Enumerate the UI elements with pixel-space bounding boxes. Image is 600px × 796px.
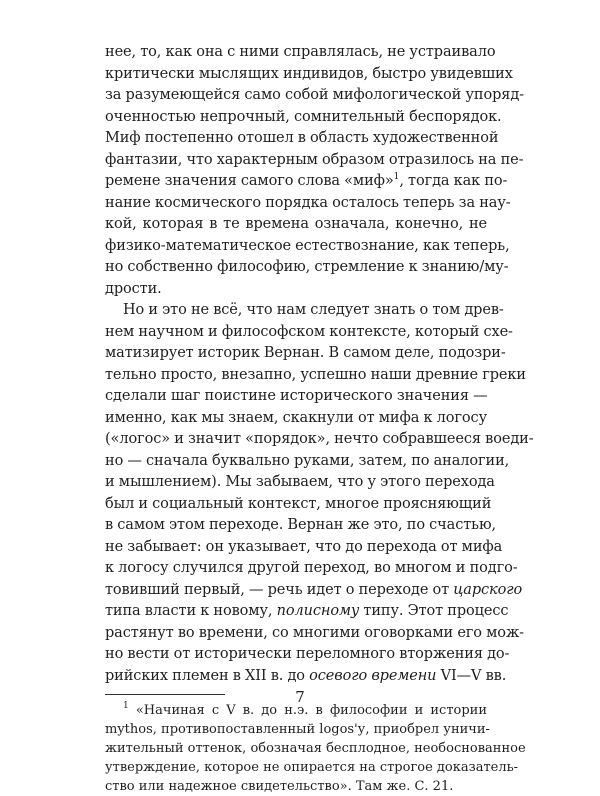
- text-line: и мышлением). Мы забываем, что у этого перехода: [105, 474, 495, 490]
- text-line: Миф постепенно отошел в область художественной: [105, 130, 499, 146]
- text-line: физико-математическое естествознание, как теперь,: [105, 237, 510, 254]
- text-line: утверждение, которое не опирается на строгое доказатель-: [105, 760, 519, 775]
- text-line: растянут во времени, со многими оговорками его мож-: [105, 624, 524, 641]
- text-line: был и социальный контекст, многое проясняющий: [105, 495, 492, 512]
- text-line: mythos, противопоставленный logos'у, приобрел уничи-: [105, 722, 490, 737]
- text-fragment: типу. Этот процесс: [359, 603, 509, 619]
- text-line: дрости.: [105, 280, 162, 297]
- text-fragment: рийских племен в XII в. до: [105, 667, 310, 684]
- text-line: Но и это не всё, что нам следует знать о том древ-: [123, 302, 504, 318]
- text-line: [105, 666, 507, 688]
- text-line: фантазии, что характерным образом отразилось на пе-: [105, 151, 524, 168]
- text-line: тельно просто, внезапно, успешно наши древние греки: [105, 366, 526, 383]
- page-body: [105, 42, 534, 796]
- text-line: кой, которая в те времена означала, конечно, не: [105, 216, 487, 232]
- text-line: ство или надежное свидетельство». Там же. С. 21.: [105, 779, 454, 794]
- text-line: оченностью непрочный, сомнительный беспорядок.: [105, 108, 502, 125]
- text-line: нее, то, как она с ними справлялась, не устраивало: [105, 44, 496, 60]
- footnote-marker: 1: [123, 701, 129, 711]
- text-line: [105, 580, 523, 602]
- text-fragment: товивший первый, — речь идет о переходе от: [105, 581, 454, 598]
- text-line: но собственно философию, стремление к знанию/му-: [105, 259, 509, 275]
- text-line: жительный оттенок, обозначая бесплодное, необоснованное: [105, 741, 526, 756]
- text-line: («логос» и значит «порядок», нечто собравшееся воеди-: [105, 431, 534, 447]
- text-fragment: ремене значения самого слова «миф»: [105, 173, 394, 189]
- text-line: но — сначала буквально руками, затем, по аналогии,: [105, 452, 510, 469]
- italic-term: царского: [453, 581, 523, 598]
- text-fragment: VI—V вв.: [436, 667, 507, 684]
- footnote: [105, 701, 526, 796]
- italic-term: осевого времени: [309, 667, 437, 684]
- text-fragment: типа власти к новому,: [105, 603, 277, 619]
- page-number: 7: [295, 688, 305, 706]
- text-fragment: , тогда как по-: [399, 173, 508, 189]
- text-line: нание космического порядка осталось теперь за нау-: [105, 194, 511, 211]
- text-line: [105, 601, 509, 623]
- italic-term: полисному: [276, 603, 360, 619]
- text-line: сделали шаг поистине исторического значения —: [105, 388, 488, 404]
- text-line: в самом этом переходе. Вернан же это, по счастью,: [105, 517, 496, 533]
- text-line: именно, как мы знаем, скакнули от мифа к логосу: [105, 409, 487, 426]
- footnote-reference: 1: [393, 172, 400, 182]
- text-line: матизирует историк Вернан. В самом деле, подозри-: [105, 345, 506, 361]
- text-line: но вести от исторически переломного вторжения до-: [105, 646, 510, 662]
- main-text: [105, 42, 534, 687]
- text-line: к логосу случился другой переход, во многом и подго-: [105, 560, 518, 576]
- text-line: за разумеющейся само собой мифологической упоряд-: [105, 87, 524, 103]
- paragraph-2: [105, 300, 534, 687]
- text-line: критически мыслящих индивидов, быстро увидевших: [105, 65, 513, 82]
- text-line: нем научном и философском контексте, который схе-: [105, 323, 513, 340]
- text-line: не забывает: он указывает, что до перехода от мифа: [105, 538, 503, 555]
- paragraph-1: [105, 42, 524, 300]
- text-line: [105, 171, 508, 193]
- text-fragment: «Начиная с V в. до н.э. в философии и истории: [135, 703, 487, 718]
